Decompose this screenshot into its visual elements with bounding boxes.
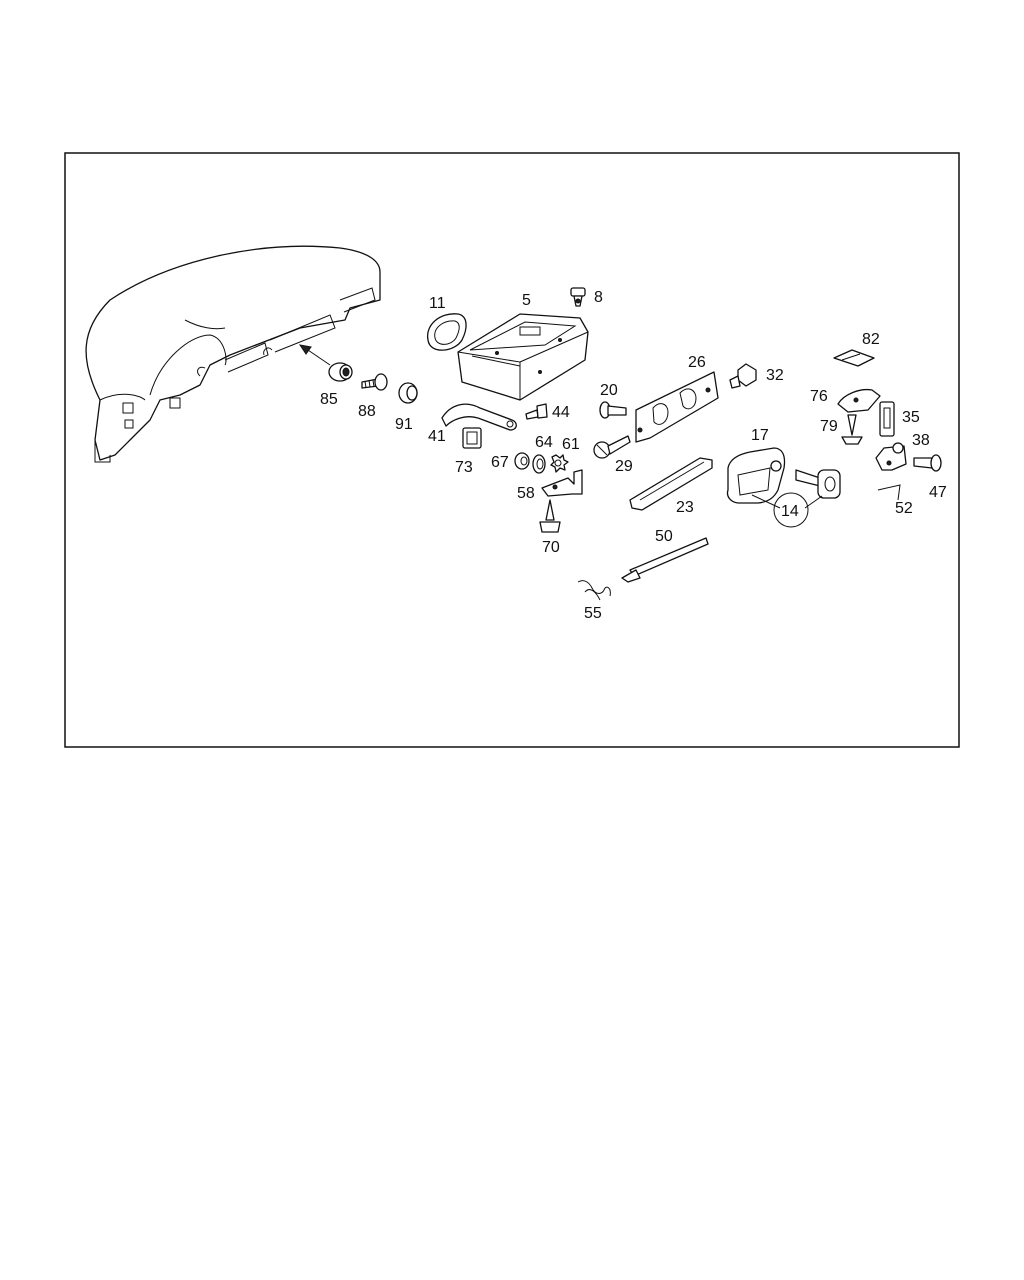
part-23-trim [630, 458, 712, 510]
label-61: 61 [562, 436, 580, 453]
label-52: 52 [895, 500, 913, 517]
part-82-clip [834, 350, 874, 366]
part-17-lock [727, 448, 784, 503]
label-8: 8 [594, 289, 603, 306]
label-70: 70 [542, 539, 560, 556]
part-55-spring [578, 581, 610, 600]
label-73: 73 [455, 459, 473, 476]
part-85-grommet [329, 363, 352, 381]
part-26-plate [636, 372, 718, 442]
label-58: 58 [517, 485, 535, 502]
label-67: 67 [491, 454, 509, 471]
label-85: 85 [320, 391, 338, 408]
label-76: 76 [810, 388, 828, 405]
part-41-strap [442, 404, 516, 430]
part-70-screw [540, 500, 560, 532]
part-76-latch [838, 390, 880, 412]
part-44-screw [526, 404, 547, 419]
label-64: 64 [535, 434, 553, 451]
label-47: 47 [929, 484, 947, 501]
part-8-clip [571, 288, 585, 306]
part-58-bracket [542, 470, 582, 496]
part-73-block [463, 428, 481, 448]
label-14: 14 [781, 503, 799, 520]
label-91: 91 [395, 416, 413, 433]
diagram-frame [65, 153, 959, 747]
label-20: 20 [600, 382, 618, 399]
part-52-spring [878, 485, 900, 500]
part-11-ring [428, 314, 466, 350]
part-47-screw [914, 455, 941, 471]
part-35-strip [880, 402, 894, 436]
label-35: 35 [902, 409, 920, 426]
label-17: 17 [751, 427, 769, 444]
label-32: 32 [766, 367, 784, 384]
label-79: 79 [820, 418, 838, 435]
part-79-screw [842, 415, 862, 444]
part-29-screw [594, 436, 630, 458]
part-61-lockwasher [551, 455, 568, 472]
label-5: 5 [522, 292, 531, 309]
label-82: 82 [862, 331, 880, 348]
part-91-bushing [399, 383, 417, 403]
label-55: 55 [584, 605, 602, 622]
label-41: 41 [428, 428, 446, 445]
part-5-glovebox [458, 314, 588, 400]
label-29: 29 [615, 458, 633, 475]
part-64-washer [533, 455, 545, 473]
label-44: 44 [552, 404, 570, 421]
part-88-screw [362, 374, 387, 390]
part-32-nut [730, 364, 756, 388]
part-20-screw [600, 402, 626, 418]
label-23: 23 [676, 499, 694, 516]
part-67-nut [515, 453, 529, 469]
part-14-key [796, 470, 840, 498]
label-50: 50 [655, 528, 673, 545]
label-88: 88 [358, 403, 376, 420]
dashboard-panel [86, 246, 380, 462]
label-11: 11 [429, 295, 446, 312]
label-38: 38 [912, 432, 930, 449]
part-38-hinge [876, 443, 906, 470]
label-26: 26 [688, 354, 706, 371]
